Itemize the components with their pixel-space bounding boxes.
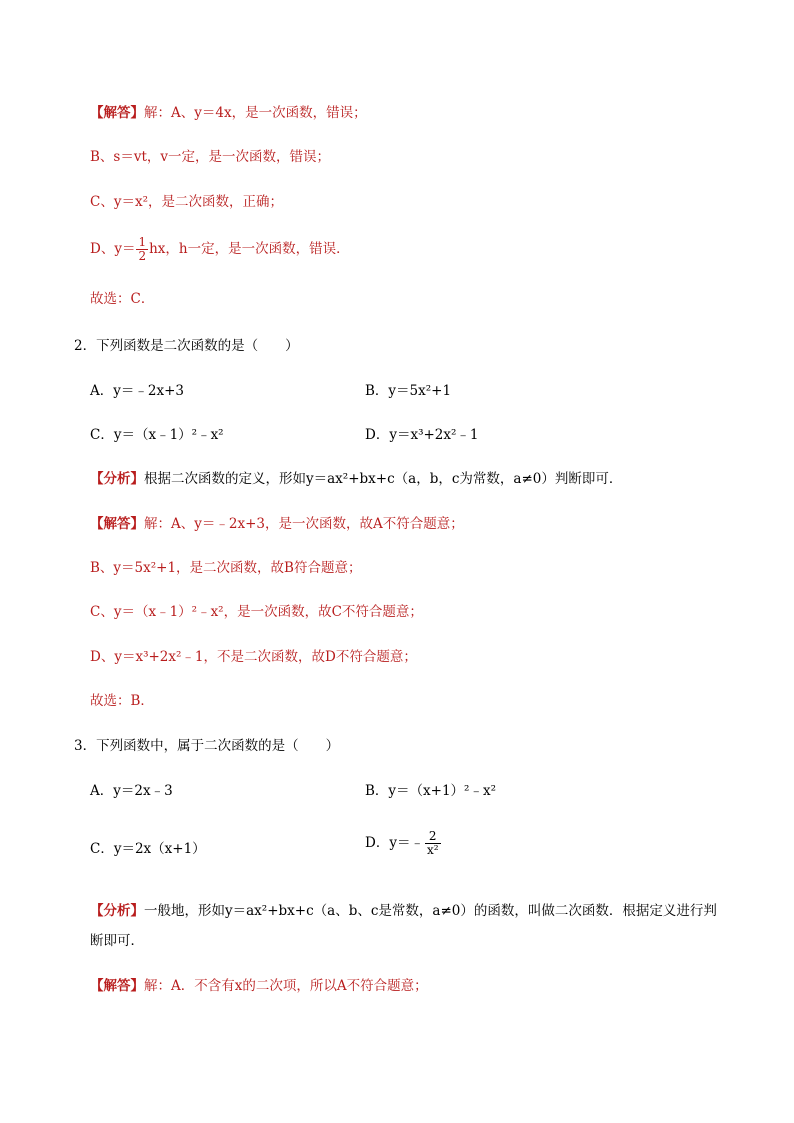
q3-analysis-line-1 <box>90 902 717 920</box>
q2-answer: 故选：B． <box>90 693 154 709</box>
q2-analysis-text: 根据二次函数的定义，形如y＝ax²+bx+c（a，b，c为常数，a≠0）判断即可． <box>144 471 623 487</box>
q2-solution-b: B、y＝5x²+1，是二次函数，故B符合题意； <box>90 560 362 576</box>
q2-solution-d: D、y＝x³+2x²﹣1，不是二次函数，故D不符合题意； <box>90 649 417 665</box>
fraction-2-over-x2 <box>425 830 441 857</box>
solution-d-prefix: D、y＝ <box>90 241 136 257</box>
q2-solution-a <box>90 515 464 533</box>
solution-line-c: C、y＝x²，是二次函数，正确； <box>90 194 283 210</box>
q3-analysis-text-1: 一般地，形如y＝ax²+bx+c（a、b、c是常数，a≠0）的函数，叫做二次函数．根据定义进行判 <box>144 903 717 919</box>
fraction-denominator: 2 <box>138 249 147 263</box>
fraction-denominator: x² <box>426 843 439 857</box>
fraction-numerator: 1 <box>138 235 147 249</box>
q3-solution-a-text: 解：A．不含有x的二次项，所以A不符合题意； <box>144 978 428 994</box>
solution-line-a <box>90 104 367 122</box>
q2-option-d: D．y＝x³+2x²﹣1 <box>365 427 479 443</box>
fraction-numerator: 2 <box>425 830 441 844</box>
q2-solution-c: C、y＝（x﹣1）²﹣x²，是一次函数，故C不符合题意； <box>90 604 423 620</box>
q2-option-b: B．y＝5x²+1 <box>365 383 452 399</box>
q3-option-b: B．y＝（x+1）²﹣x² <box>365 783 496 799</box>
fraction-half <box>136 236 148 263</box>
q2-analysis <box>90 470 622 488</box>
q3-option-a: A．y＝2x﹣3 <box>90 783 173 799</box>
solution-tag: 【解答】 <box>90 105 144 121</box>
solution-d-suffix: hx，h一定，是一次函数，错误． <box>149 241 350 257</box>
question-2-stem: 2．下列函数是二次函数的是（ ） <box>74 338 299 354</box>
q2-solution-a-text: 解：A、y＝﹣2x+3，是一次函数，故A不符合题意； <box>144 516 464 532</box>
analysis-tag: 【分析】 <box>90 903 144 919</box>
solution-line-d <box>90 236 350 263</box>
q3-solution-a <box>90 977 428 995</box>
solution-tag: 【解答】 <box>90 516 144 532</box>
q2-option-a: A．y＝﹣2x+3 <box>90 383 184 399</box>
answer-line-1: 故选：C． <box>90 291 155 307</box>
solution-tag: 【解答】 <box>90 978 144 994</box>
question-3-stem: 3．下列函数中，属于二次函数的是（ ） <box>74 738 340 754</box>
q2-option-c: C．y＝（x﹣1）²﹣x² <box>90 427 224 443</box>
q3-analysis-line-2: 断即可． <box>90 933 144 949</box>
q3-option-d-prefix: D．y＝﹣ <box>365 835 424 851</box>
solution-line-b: B、s＝vt，v一定，是一次函数，错误； <box>90 149 331 165</box>
solution-text-a: 解：A、y＝4x，是一次函数，错误； <box>144 105 367 121</box>
analysis-tag: 【分析】 <box>90 471 144 487</box>
q3-option-d <box>365 830 442 857</box>
q3-option-c: C．y＝2x（x+1） <box>90 841 206 857</box>
